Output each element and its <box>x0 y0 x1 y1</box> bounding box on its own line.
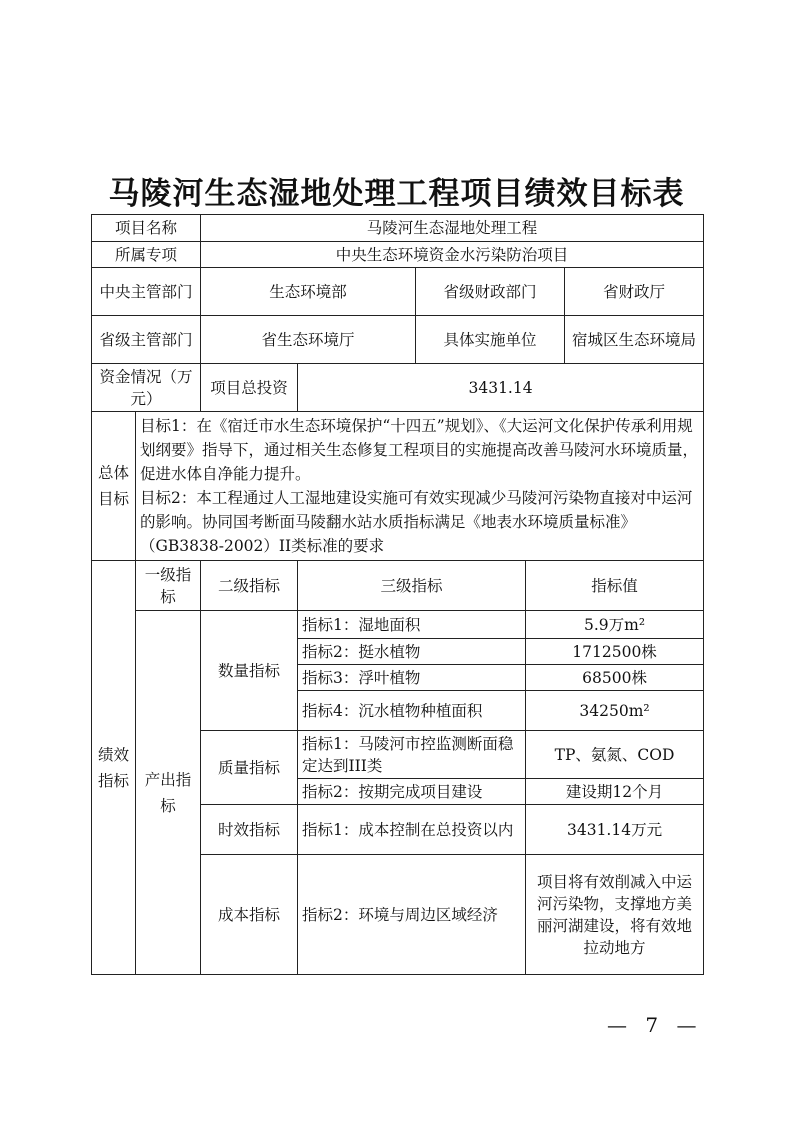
goal-text <box>136 412 704 561</box>
quality-label: 质量指标 <box>201 731 298 805</box>
project-name-label: 项目名称 <box>92 215 201 242</box>
impl-unit-label: 具体实施单位 <box>416 316 565 364</box>
funds-label: 资金情况（万元） <box>92 364 201 412</box>
header-level1: 一级指标 <box>136 561 201 611</box>
header-level3: 三级指标 <box>298 561 526 611</box>
t1-name: 指标1：成本控制在总投资以内 <box>298 805 526 855</box>
central-dept-label: 中央主管部门 <box>92 268 201 316</box>
project-name-value: 马陵河生态湿地处理工程 <box>201 215 704 242</box>
q1-value: 5.9万m² <box>526 611 704 639</box>
goal-label: 总体目标 <box>92 412 136 561</box>
special-value: 中央生态环境资金水污染防治项目 <box>201 242 704 268</box>
output-label: 产出指标 <box>136 611 201 975</box>
prov-finance-label: 省级财政部门 <box>416 268 565 316</box>
impl-unit-value: 宿城区生态环境局 <box>565 316 704 364</box>
performance-table <box>91 214 704 975</box>
central-dept-value: 生态环境部 <box>201 268 416 316</box>
total-invest-value: 3431.14 <box>298 364 704 412</box>
q2-value: 1712500株 <box>526 639 704 665</box>
ql1-name: 指标1：马陵河市控监测断面稳定达到III类 <box>298 731 526 779</box>
t1-value: 3431.14万元 <box>526 805 704 855</box>
q1-name: 指标1：湿地面积 <box>298 611 526 639</box>
q4-name: 指标4：沉水植物种植面积 <box>298 691 526 731</box>
page-title: 马陵河生态湿地处理工程项目绩效目标表 <box>108 176 685 212</box>
perf-label: 绩效指标 <box>92 561 136 975</box>
header-value: 指标值 <box>526 561 704 611</box>
q3-name: 指标3：浮叶植物 <box>298 665 526 691</box>
ql1-value: TP、氨氮、COD <box>526 731 704 779</box>
q4-value: 34250m² <box>526 691 704 731</box>
goal-2: 目标2：本工程通过人工湿地建设实施可有效实现减少马陵河污染物直接对中运河的影响。协同国考断面马陵翻水站水质指标满足《地表水环境质量标准》（GB3838-2002）II类标准的要求 <box>140 489 693 555</box>
ql2-name: 指标2：按期完成项目建设 <box>298 779 526 805</box>
quantity-label: 数量指标 <box>201 611 298 731</box>
q3-value: 68500株 <box>526 665 704 691</box>
c2-value: 项目将有效削减入中运河污染物，支撑地方美丽河湖建设，将有效地拉动地方 <box>526 855 704 975</box>
header-level2: 二级指标 <box>201 561 298 611</box>
special-label: 所属专项 <box>92 242 201 268</box>
cost-label: 成本指标 <box>201 855 298 975</box>
c2-name: 指标2：环境与周边区域经济 <box>298 855 526 975</box>
time-label: 时效指标 <box>201 805 298 855</box>
prov-finance-value: 省财政厅 <box>565 268 704 316</box>
page-number: — 7 — <box>607 1013 703 1037</box>
goal-1: 目标1：在《宿迁市水生态环境保护“十四五”规划》、《大运河文化保护传承利用规划纲要》指导下，通过相关生态修复工程项目的实施提高改善马陵河水环境质量，促进水体自净能力提升。 <box>140 417 699 483</box>
prov-dept-label: 省级主管部门 <box>92 316 201 364</box>
q2-name: 指标2：挺水植物 <box>298 639 526 665</box>
prov-dept-value: 省生态环境厅 <box>201 316 416 364</box>
total-invest-label: 项目总投资 <box>201 364 298 412</box>
ql2-value: 建设期12个月 <box>526 779 704 805</box>
